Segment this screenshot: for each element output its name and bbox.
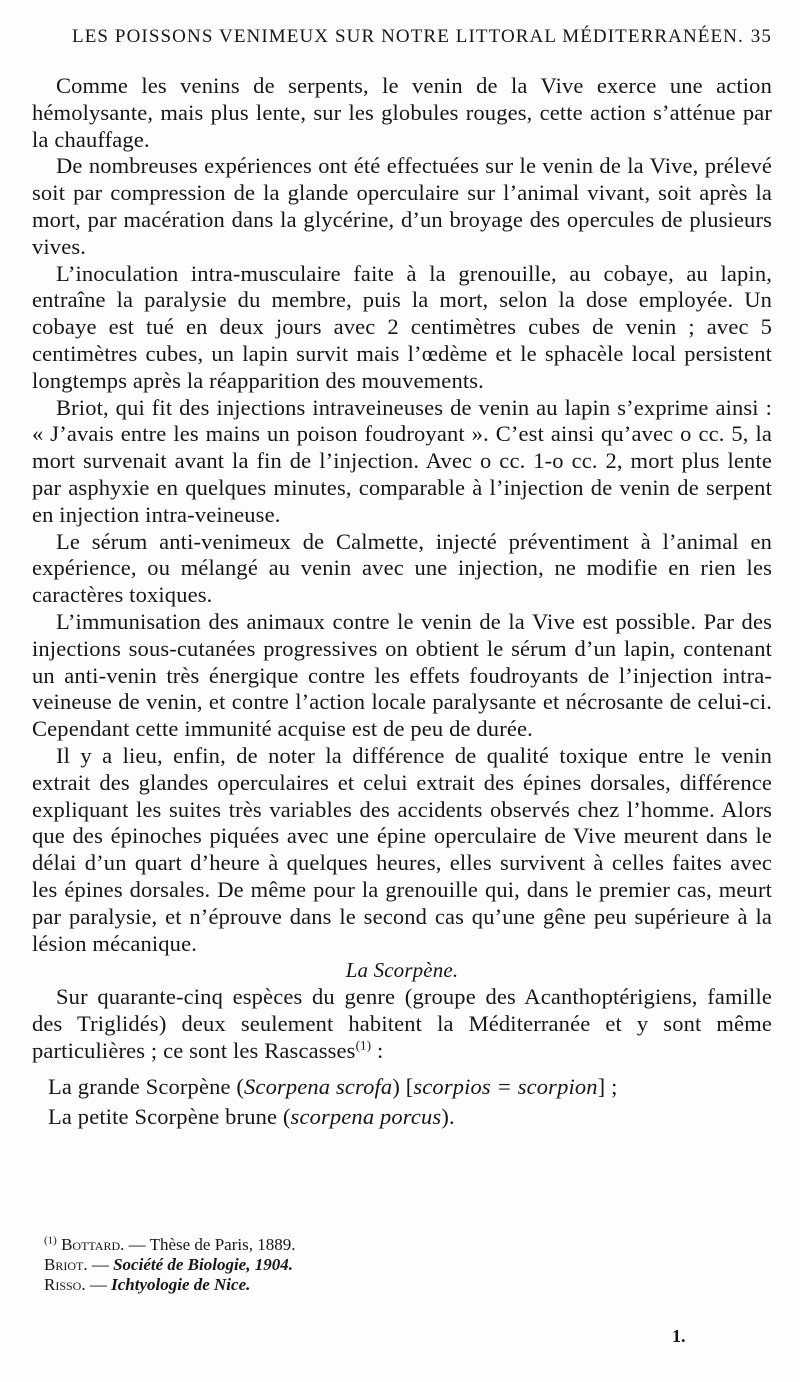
footnote-text: — bbox=[87, 1255, 114, 1274]
species-middle: ) [ bbox=[392, 1074, 414, 1100]
footnote-author: Risso. bbox=[44, 1275, 86, 1294]
species-prefix: La grande Scorpène ( bbox=[48, 1074, 245, 1100]
paragraph: Comme les venins de serpents, le venin de la Vive exerce une action hémolysante, mais plus lente, sur les globules rouges, cette action s’atténue par la chauffage. bbox=[32, 73, 772, 152]
section-title: La Scorpène. bbox=[345, 958, 459, 983]
footnote-author: Bottard. bbox=[61, 1235, 125, 1254]
species-latin-name: scorpena porcus bbox=[290, 1104, 442, 1130]
species-latin-name: Scorpena scrofa bbox=[244, 1074, 393, 1100]
paragraph: L’inoculation intra-musculaire faite à la grenouille, au cobaye, au lapin, entraîne la paralysie du membre, puis la mort, selon la dose employée. Un cobaye est tué en deux jours avec 2 centimètres cubes de venin ; avec 5 centimètres cubes, un lapin survit mais l’œdème et le sphacèle local persistent longtemps après la réapparition des mouvements. bbox=[32, 260, 772, 393]
footnote-text: — Thèse de Paris, 1889. bbox=[124, 1235, 296, 1254]
sheet-signature: 1. bbox=[672, 1326, 686, 1346]
page-number: 35 bbox=[750, 26, 772, 47]
footnote bbox=[44, 1255, 744, 1275]
footnote-mark: (1) bbox=[44, 1234, 57, 1247]
body-text bbox=[32, 73, 772, 1132]
species-list bbox=[48, 1072, 772, 1132]
footnote-title: Ichtyologie de Nice. bbox=[111, 1275, 251, 1294]
running-title: LES POISSONS VENIMEUX SUR NOTRE LITTORAL MÉDITERRANÉEN. bbox=[72, 26, 744, 47]
species-middle: ). bbox=[441, 1104, 455, 1130]
running-header bbox=[72, 26, 772, 48]
footnotes bbox=[44, 1235, 744, 1295]
footnote-text: — bbox=[85, 1275, 112, 1294]
footnote-reference: (1) bbox=[355, 1037, 372, 1053]
footnote bbox=[44, 1275, 744, 1295]
species-suffix: ] ; bbox=[597, 1074, 618, 1100]
species-etymology: scorpios = scorpion bbox=[413, 1074, 598, 1100]
paragraph: Il y a lieu, enfin, de noter la différence de qualité toxique entre le venin extrait des glandes operculaires et celui extrait des épines dorsales, différence expliquant les suites très variables des accidents observés chez l’homme. Alors que des épinoches piquées avec une épine operculaire de Vive meurent dans le délai d’un quart d’heure à quelques heures, elles survivent à celles faites avec les épines dorsales. De même pour la grenouille qui, dans le premier cas, meurt par paralysie, et n’éprouve dans le second cas qu’une gêne peu supérieure à la lésion mécanique. bbox=[32, 742, 772, 956]
species-item bbox=[48, 1102, 772, 1132]
species-item bbox=[48, 1072, 772, 1102]
paragraph: Le sérum anti-venimeux de Calmette, injecté préventiment à l’animal en expérience, ou mélangé au venin avec une injection, ne modifie en rien les caractères toxiques. bbox=[32, 528, 772, 608]
section-intro-end: : bbox=[371, 1037, 384, 1063]
paragraph: De nombreuses expériences ont été effectuées sur le venin de la Vive, prélevé soit par compression de la glande operculaire sur l’animal vivant, soit après la mort, par macération dans la glycérine, d’un broyage des opercules de plusieurs vives. bbox=[32, 153, 772, 259]
footnote bbox=[44, 1235, 744, 1255]
footnote-title: Société de Biologie, 1904. bbox=[113, 1255, 293, 1274]
section-intro-text: Sur quarante-cinq espèces du genre (groupe des Acanthoptérigiens, famille des Triglidés) deux seulement habitent la Méditerranée et y sont même particulières ; ce sont les Rascasses bbox=[32, 984, 772, 1063]
paragraph: Briot, qui fit des injections intraveineuses de venin au lapin s’exprime ainsi : « J’avais entre les mains un poison foudroyant ». C’est ainsi qu’avec o cc. 5, la mort survenait avant la fin de l’injection. Avec o cc. 1-o cc. 2, mort plus lente par asphyxie en quelques minutes, comparable à l’injection de venin de serpent en injection intra-veineuse. bbox=[32, 394, 772, 527]
section-intro bbox=[32, 984, 772, 1064]
footnote-author: Briot. bbox=[44, 1255, 88, 1274]
species-prefix: La petite Scorpène brune ( bbox=[48, 1104, 291, 1130]
paragraph: L’immunisation des animaux contre le venin de la Vive est possible. Par des injections sous-cutanées progressives on obtient le sérum d’un lapin, contenant un anti-venin très énergique contre les effets foudroyants de l’injection intra-veineuse de venin, et contre l’action locale paralysante et nécrosante de celui-ci. Cependant cette immunité acquise est de peu de durée. bbox=[32, 608, 772, 742]
